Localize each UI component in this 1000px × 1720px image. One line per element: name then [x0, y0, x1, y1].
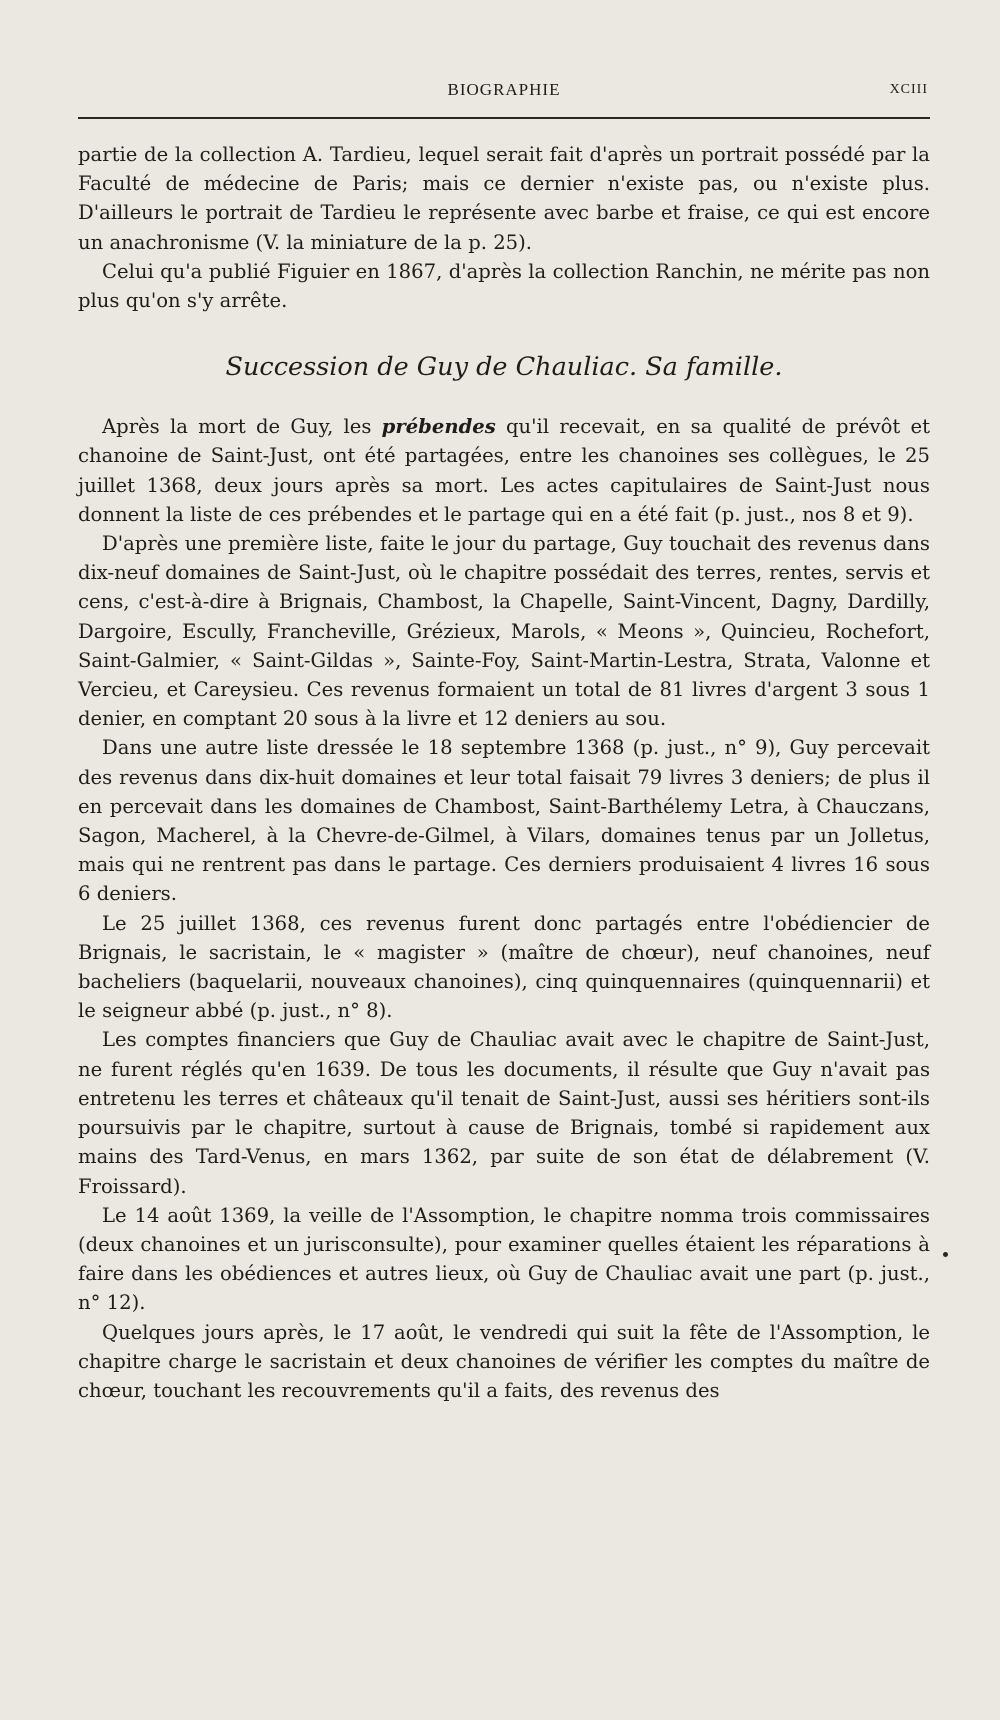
- header-rule: [78, 117, 930, 119]
- paragraph-maitre-de-choeur: Quelques jours après, le 17 août, le vendredi qui suit la fête de l'Assomption, le chapitre charge le sacristain et deux chanoines de vérifier les comptes du maître de chœur, touchant les recouvrements qu'il a faits, des revenus des: [78, 1320, 930, 1402]
- paragraph-prebendes-start: Après la mort de Guy, les: [102, 415, 382, 439]
- paragraph-comptes-financiers: Les comptes financiers que Guy de Chauliac avait avec le chapitre de Saint-Just, ne furent réglés qu'en 1639. De tous les documents, il résulte que Guy n'avait pas entretenu les terres et châteaux qu'il tenait de Saint-Just, aussi ses héritiers sont-ils poursuivis par le chapitre, surtout à cause de Brignais, tombé si rapidement aux mains des Tard-Venus, en mars 1362, par suite de son état de délabrement (V. Froissard).: [78, 1028, 930, 1198]
- margin-dot: [943, 1252, 948, 1257]
- paragraph-premiere-liste: D'après une première liste, faite le jour du partage, Guy touchait des revenus dans dix-neuf domaines de Saint-Just, où le chapitre possédait des terres, rentes, servis et cens, c'est-à-dire à Brignais, Chambost, la Chapelle, Saint-Vincent, Dagny, Dardilly, Dargoire, Escully, Francheville, Grézieux, Marols, « Meons », Quincieu, Rochefort, Saint-Galmier, « Saint-Gildas », Sainte-Foy, Saint-Martin-Lestra, Strata, Valonne et Vercieu, et Careysieu. Ces revenus formaient un total de 81 livres d'argent 3 sous 1 denier, en comptant 20 sous à la livre et 12 deniers au sou.: [78, 532, 930, 731]
- paragraph-prebendes: [78, 412, 930, 529]
- page-number: XCIII: [889, 82, 928, 97]
- running-title: BIOGRAPHIE: [447, 80, 561, 99]
- paragraph-autre-liste: Dans une autre liste dressée le 18 septembre 1368 (p. just., n° 9), Guy percevait des revenus dans dix-huit domaines et leur total faisait 79 livres 3 deniers; de plus il en percevait dans les domaines de Chambost, Saint-Barthélemy Letra, à Chauczans, Sagon, Macherel, à la Chevre-de-Gilmel, à Vilars, domaines tenus par un Jolletus, mais qui ne rentrent pas dans le partage. Ces derniers produisaient 4 livres 16 sous 6 deniers.: [78, 736, 930, 906]
- emphasis-prebendes: prébendes: [381, 415, 496, 439]
- paragraph-figuier: Celui qu'a publié Figuier en 1867, d'après la collection Ranchin, ne mérite pas non plus qu'on s'y arrête.: [78, 259, 930, 313]
- section-title: Succession de Guy de Chauliac. Sa famille.: [225, 352, 783, 383]
- running-head: [78, 80, 930, 104]
- paragraph-commissaires: Le 14 août 1369, la veille de l'Assomption, le chapitre nomma trois commissaires (deux chanoines et un jurisconsulte), pour examiner quelles étaient les réparations à faire dans les obédiences et autres lieux, où Guy de Chauliac avait une part (p. just., n° 12).: [78, 1203, 930, 1315]
- paragraph-prebendes-rest: qu'il recevait, en sa qualité de prévôt et chanoine de Saint-Just, ont été partagées, entre les chanoines ses collègues, le 25 juillet 1368, deux jours après sa mort. Les actes capitulaires de Saint-Just nous donnent la liste de ces prébendes et le partage qui en a été fait (p. just., nos 8 et 9).: [78, 415, 930, 526]
- paragraph-portrait-tardieu: partie de la collection A. Tardieu, lequel serait fait d'après un portrait possédé par la Faculté de médecine de Paris; mais ce dernier n'existe pas, ou n'existe plus. D'ailleurs le portrait de Tardieu le représente avec barbe et fraise, ce qui est encore un anachronisme (V. la miniature de la p. 25).: [78, 143, 930, 254]
- page-body: [78, 140, 930, 1405]
- paragraph-partage: Le 25 juillet 1368, ces revenus furent donc partagés entre l'obédiencier de Brignais, le sacristain, le « magister » (maître de chœur), neuf chanoines, neuf bacheliers (baquelarii, nouveaux chanoines), cinq quinquennaires (quinquennarii) et le seigneur abbé (p. just., n° 8).: [78, 911, 930, 1023]
